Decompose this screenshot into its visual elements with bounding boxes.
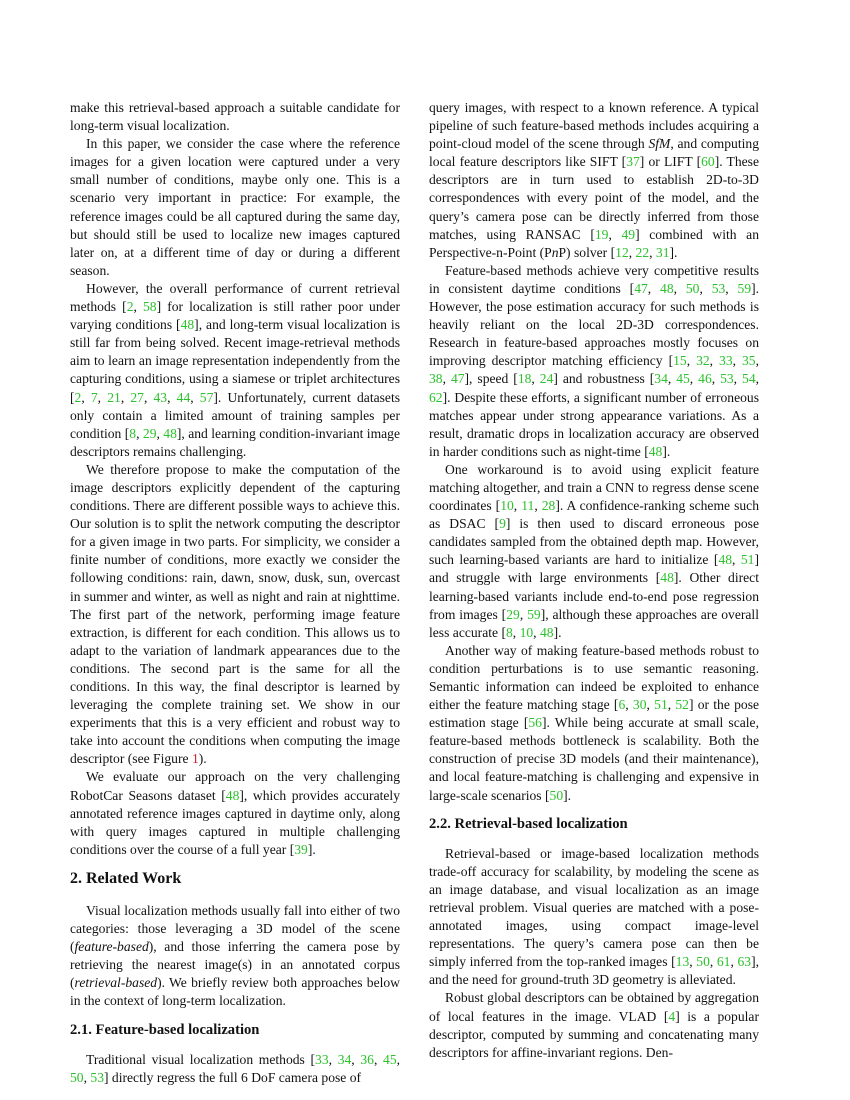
citation-link[interactable]: 36 [360,1051,374,1067]
citation-link[interactable]: 58 [142,299,157,315]
citation-link[interactable]: 48 [539,624,554,640]
text-run: , [373,1051,384,1067]
text-run: Traditional visual localization methods [ [86,1051,316,1067]
text-run: , [730,954,738,970]
citation-link[interactable]: 21 [107,389,121,405]
text-run: , [628,244,636,260]
emphasis: retrieval-based [74,975,158,991]
text-run: ]. [662,443,671,459]
citation-link[interactable]: 56 [528,715,542,731]
text-run: Feature-based methods achieve very competitive results in consistent daytime conditions [ [429,262,759,296]
text-run: , [732,552,741,568]
right-column [429,99,759,1062]
text-run: , [649,244,656,260]
text-run: ] combined with an Perspective-n-Point (P [429,226,759,260]
text-run: , [733,371,743,387]
citation-link[interactable]: 13 [675,954,690,970]
citation-link[interactable]: 4 [668,1008,676,1024]
paragraph [429,845,759,990]
text-run: , [667,697,676,713]
text-run: , [709,954,717,970]
citation-link[interactable]: 48 [225,787,240,803]
citation-link[interactable]: 33 [719,353,733,369]
text-run: ], speed [ [464,371,518,387]
text-run: ]. Other direct learning-based variants include end-to-end pose regression from images [ [429,570,759,622]
text-run: Robust global descriptors can be obtained by aggregation of local features in the image. VLAD [ [429,990,759,1024]
citation-link[interactable]: 50 [685,280,700,296]
citation-link[interactable]: 61 [716,954,731,970]
figure-link[interactable]: 1 [191,751,199,767]
citation-link[interactable]: 51 [654,697,668,713]
text-run: make this retrieval-based approach a suitable candidate for long-term visual localization. [70,100,400,134]
text-run: , [120,389,131,405]
citation-link[interactable]: 43 [153,389,168,405]
citation-link[interactable]: 50 [70,1069,84,1085]
text-run: ]. Unfortunately, current datasets only contain a limited amount of training samples per condition [ [70,389,401,441]
text-run: , [755,353,759,369]
text-run: , [667,371,677,387]
text-run: ] is then used to discard erroneous pose candidates sampled from the obtained depth map. However, such learning-based variants are hard to initialize [ [429,516,759,568]
citation-link[interactable]: 59 [737,280,752,296]
text-run: , [513,498,522,514]
text-run: , [81,389,91,405]
text-run: , [136,425,143,441]
citation-link[interactable]: 18 [517,371,532,387]
citation-link[interactable]: 15 [673,353,687,369]
text-run: , [531,371,540,387]
text-run: Visual localization methods usually fall into either of two categories: those leveraging a 3D model of the scene ( [70,902,400,955]
text-run: ] and struggle with large environments [ [429,552,759,586]
text-run: ] directly regress the full 6 DoF camera pose of [103,1069,362,1085]
text-run: We therefore propose to make the computation of the image descriptors explicitly dependent of the capturing conditions. There are different possible ways to achieve this. Our solution is to split the network computing the descriptor for a given image in two parts. For simplicity, we consider a finite number of conditions, more exactly we consider the following conditions: rain, dawn, snow, dusk, sun, overcast in summer and winter, as well as night and rain at nighttime. The first part of the network, performing image feature extraction, is different for each condition. This allows us to adapt to the variation of landmark appearances due to the conditions. The second part is the same for all the conditions. In this way, the final descriptor is learned by leveraging the complete training set. We show in our experiments that this is a very efficient and robust way to take into account the conditions when computing the image descriptor (see Figure [70,461,400,767]
citation-link[interactable]: 7 [90,389,98,405]
emphasis: SfM [648,136,671,152]
text-run: ]. A confidence-ranking scheme such as DSAC [ [429,498,759,532]
text-run: , [673,280,686,296]
citation-link[interactable]: 32 [696,353,710,369]
text-run: , [699,280,712,296]
text-run: ] for localization is still rather poor under varying conditions [ [70,299,401,333]
text-run: P) solver [ [558,244,616,260]
text-run: ], which provides accurately annotated reference images captured in daytime only, along with query images captured in multiple challenging conditions over the course of a full year [ [70,787,400,857]
citation-link[interactable]: 30 [632,697,647,713]
citation-link[interactable]: 44 [176,389,191,405]
text-run: , [190,389,200,405]
text-run: , [167,389,177,405]
paragraph [429,99,759,262]
text-run: , [534,498,542,514]
text-run: , [328,1051,338,1067]
text-run: , [396,1051,401,1067]
text-run: ]. [563,787,572,803]
left-column [70,99,400,1087]
text-run: , [647,280,661,296]
citation-link[interactable]: 28 [541,498,556,514]
text-run: , [533,624,540,640]
citation-link[interactable]: 51 [740,552,755,568]
citation-link[interactable]: 10 [500,498,514,514]
citation-link[interactable]: 19 [594,226,609,242]
text-run: ] and robustness [ [553,371,655,387]
text-run: ), and those inferring the camera pose by retrieving the nearest image(s) in an annotated corpus ( [70,939,400,991]
emphasis: feature-based [74,939,149,955]
paragraph [70,135,400,280]
citation-link[interactable]: 47 [634,280,648,296]
citation-link[interactable]: 11 [521,498,535,514]
citation-link[interactable]: 10 [519,624,534,640]
citation-link[interactable]: 45 [676,371,690,387]
citation-link[interactable]: 53 [720,371,734,387]
citation-link[interactable]: 48 [660,570,674,586]
citation-link[interactable]: 22 [635,244,650,260]
citation-link[interactable]: 50 [696,954,710,970]
text-run: , [97,389,108,405]
citation-link[interactable]: 53 [711,280,726,296]
section-heading-related-work: 2. Related Work [70,869,182,887]
text-run: ]. [669,244,678,260]
subsection-heading-feature-based: 2.1. Feature-based localization [70,1021,260,1038]
text-run: ]. Despite these efforts, a significant number of erroneous matches appear under strong appearance variations. As a result, dramatic drops in localization accuracy are observed in harder conditions such as night-time [ [429,389,759,459]
text-run: , [709,353,720,369]
citation-link[interactable]: 27 [130,389,144,405]
citation-link[interactable]: 34 [337,1051,352,1067]
citation-link[interactable]: 39 [294,841,308,857]
citation-link[interactable]: 8 [505,624,513,640]
citation-link[interactable]: 63 [737,954,752,970]
citation-link[interactable]: 31 [655,244,670,260]
text-run: ] or LIFT [ [639,154,702,170]
text-run: ] is a popular descriptor, computed by summing and concatenating many descriptors for affine-invariant regions. Den- [429,1008,759,1060]
citation-link[interactable]: 60 [701,154,715,170]
text-run: ]. While being accurate at small scale, feature-based methods bottleneck is scalability. Both the construction of precise 3D models (and their maintenance), and local feature-matching is challenging and expensive in large-scale scenarios [ [429,715,759,803]
paragraph [429,642,759,805]
citation-link[interactable]: 53 [90,1069,104,1085]
text-run: ] or the pose estimation stage [ [429,697,760,731]
citation-link[interactable]: 29 [142,425,157,441]
text-run: , [143,389,154,405]
text-run: , [646,697,655,713]
text-run: , and computing local feature descriptors like SIFT [ [429,136,759,170]
text-run: Another way of making feature-based methods robust to condition perturbations is to use semantic reasoning. Semantic information can indeed be exploited to enhance either the feature matching stage [ [429,642,759,713]
citation-link[interactable]: 37 [626,154,640,170]
text-run: ). [198,751,207,767]
paragraph [429,262,759,461]
text-run: , [725,280,738,296]
citation-link[interactable]: 54 [742,371,756,387]
text-run: , [351,1051,361,1067]
citation-link[interactable]: 52 [675,697,689,713]
text-run: ]. [307,841,316,857]
citation-link[interactable]: 8 [129,425,137,441]
text-run: , [156,425,164,441]
citation-link[interactable]: 45 [383,1051,397,1067]
citation-link[interactable]: 12 [615,244,629,260]
paragraph [70,280,400,461]
citation-link[interactable]: 62 [429,389,443,405]
text-run: , [83,1069,91,1085]
citation-link[interactable]: 59 [527,606,541,622]
citation-link[interactable]: 29 [506,606,520,622]
emphasis: n [551,244,559,260]
text-run: ], although these approaches are overall less accurate [ [429,606,759,640]
text-run: ], and learning condition-invariant image descriptors remains challenging. [70,425,401,459]
text-run: , [689,371,699,387]
paragraph [70,99,400,135]
text-run: , [686,353,697,369]
citation-link[interactable]: 6 [618,697,626,713]
citation-link[interactable]: 48 [180,317,195,333]
text-run: query images, with respect to a known reference. A typical pipeline of such feature-based methods includes acquiring a point-cloud model of the scene through [429,100,759,152]
paragraph [70,461,400,769]
text-run: ]. However, the pose estimation accuracy for such methods is heavily reliant on the local 2D-3D correspondences. Research in feature-based approaches mostly focuses on improving descriptor matching efficiency [ [429,280,760,369]
paragraph [70,768,400,858]
citation-link[interactable]: 34 [654,371,668,387]
paragraph [70,1051,400,1087]
text-run: ). We briefly review both approaches below in the context of long-term localization. [70,975,400,1009]
subsection-heading-retrieval-based: 2.2. Retrieval-based localization [429,815,628,832]
text-run: ], and the need for ground-truth 3D geometry is alleviated. [429,954,760,988]
paragraph [429,461,759,642]
citation-link[interactable]: 48 [163,425,177,441]
text-run: , [608,226,622,242]
citation-link[interactable]: 48 [660,280,674,296]
text-run: , [442,371,451,387]
text-run: , [519,606,528,622]
citation-link[interactable]: 48 [718,552,733,568]
citation-link[interactable]: 2 [126,299,134,315]
citation-link[interactable]: 38 [429,371,443,387]
text-run: ]. These descriptors are in turn used to establish 2D-to-3D correspondences with every point of the model, and the query’s camera pose can be directly inferred from those matches, using RANSAC [ [429,154,759,242]
citation-link[interactable]: 48 [648,443,663,459]
citation-link[interactable]: 2 [74,389,82,405]
text-run: , [133,299,143,315]
citation-link[interactable]: 46 [698,371,712,387]
text-run: ], and long-term visual localization is still far from being solved. Recent image-retrieval methods aim to learn an image representation independently from the capturing conditions, using a siamese or triplet architectures [ [70,317,400,405]
text-run: , [689,954,697,970]
citation-link[interactable]: 24 [539,371,554,387]
text-run: One workaround is to avoid using explicit feature matching altogether, and train a CNN to regress dense scene coordinates [ [429,461,759,514]
text-run: In this paper, we consider the case where the reference images for a given location were captured under a very small number of conditions, maybe only one. This is a scenario very important in practice: For example, the reference images could be all captured during the same day, but should still be used to localize new images captured later on, at a different time of day or during a different season. [70,136,400,278]
text-run: , [512,624,520,640]
text-run: However, the overall performance of current retrieval methods [ [70,280,400,315]
citation-link[interactable]: 9 [499,516,506,532]
text-run: , [711,371,721,387]
citation-link[interactable]: 35 [742,353,756,369]
paragraph [429,989,759,1061]
text-run: We evaluate our approach on the very challenging RobotCar Seasons dataset [ [70,769,400,803]
citation-link[interactable]: 57 [199,389,214,405]
text-run: , [625,697,633,713]
paragraph [70,902,400,1011]
citation-link[interactable]: 47 [450,371,465,387]
text-run: , [755,371,760,387]
citation-link[interactable]: 50 [549,787,564,803]
citation-link[interactable]: 33 [315,1051,329,1067]
text-run: Retrieval-based or image-based localization methods trade-off accuracy for scalability, by modeling the scene as an image database, and visual localization as an image retrieval problem. Visual queries are matched with a pose-annotated images, using compact image-level representations. The query’s camera pose can then be simply inferred from the top-ranked images [ [429,845,759,970]
text-run: , [732,353,742,369]
citation-link[interactable]: 49 [621,226,636,242]
text-run: ]. [553,624,562,640]
